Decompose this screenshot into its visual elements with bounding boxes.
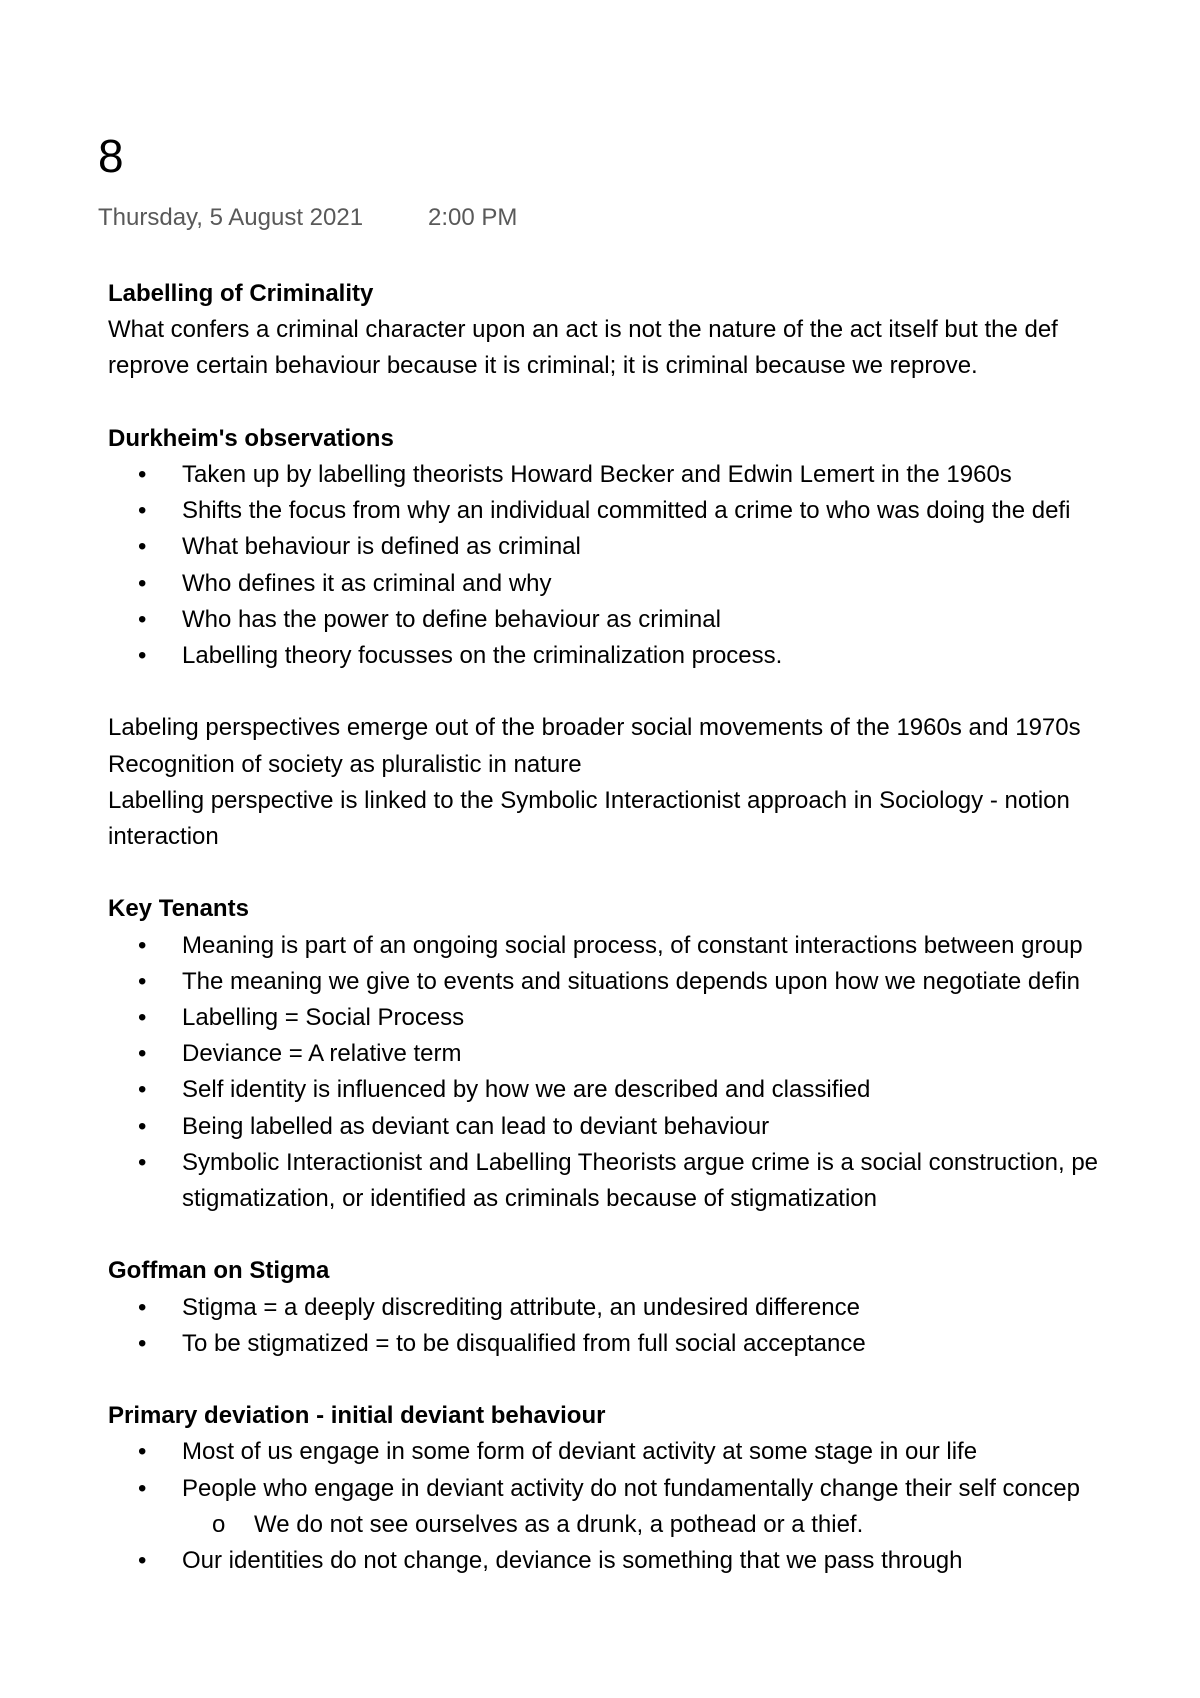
sub-list-item: o We do not see ourselves as a drunk, a pothead or a thief.: [182, 1507, 1200, 1543]
paragraph-line: Labelling perspective is linked to the Symbolic Interactionist approach in Sociology - notion: [108, 786, 1070, 814]
list-item: • Being labelled as deviant can lead to deviant behaviour: [108, 1109, 1200, 1145]
note-date: Thursday, 5 August 2021: [98, 204, 364, 231]
list-item: • To be stigmatized = to be disqualified from full social acceptance: [108, 1326, 1200, 1362]
note-meta: [98, 204, 518, 232]
list-item: • Labelling theory focusses on the criminalization process.: [108, 638, 1200, 674]
heading-key-tenants: Key Tenants: [108, 895, 249, 923]
durkheim-list: [108, 457, 1200, 674]
list-item-continuation: stigmatization, or identified as criminals because of stigmatization: [182, 1185, 877, 1213]
sub-list: [182, 1507, 1200, 1543]
heading-primary-deviation: Primary deviation - initial deviant behaviour: [108, 1402, 606, 1430]
list-item: [108, 1145, 1200, 1217]
list-item: • Who has the power to define behaviour as criminal: [108, 602, 1200, 638]
list-item-text: People who engage in deviant activity do not fundamentally change their self concep: [182, 1474, 1080, 1502]
paragraph-line: What confers a criminal character upon an act is not the nature of the act itself but the def: [108, 316, 1058, 344]
note-body: [108, 276, 1200, 1579]
heading-labelling: Labelling of Criminality: [108, 280, 374, 307]
paragraph-line: Labeling perspectives emerge out of the broader social movements of the 1960s and 1970s: [108, 714, 1081, 742]
list-item: [108, 1471, 1200, 1543]
list-item: • Shifts the focus from why an individual committed a crime to who was doing the defi: [108, 493, 1200, 529]
paragraph-line: interaction: [108, 823, 219, 851]
list-item: • Meaning is part of an ongoing social process, of constant interactions between group: [108, 928, 1200, 964]
heading-goffman: Goffman on Stigma: [108, 1257, 330, 1285]
page-title: 8: [98, 130, 124, 182]
list-item: • Self identity is influenced by how we are described and classified: [108, 1072, 1200, 1108]
list-item: • The meaning we give to events and situations depends upon how we negotiate defin: [108, 964, 1200, 1000]
list-item: • Most of us engage in some form of deviant activity at some stage in our life: [108, 1434, 1200, 1470]
note-time: 2:00 PM: [428, 204, 518, 231]
list-item: • Labelling = Social Process: [108, 1000, 1200, 1036]
list-item: • Deviance = A relative term: [108, 1036, 1200, 1072]
paragraph-line: Recognition of society as pluralistic in nature: [108, 750, 582, 778]
goffman-list: [108, 1290, 1200, 1362]
heading-durkheim: Durkheim's observations: [108, 424, 394, 452]
list-item: • What behaviour is defined as criminal: [108, 529, 1200, 565]
key-tenants-list: [108, 928, 1200, 1218]
paragraph-line: reprove certain behaviour because it is criminal; it is criminal because we reprove.: [108, 352, 978, 380]
list-item: • Who defines it as criminal and why: [108, 566, 1200, 602]
primary-deviation-list: [108, 1434, 1200, 1579]
list-item-text: Symbolic Interactionist and Labelling Theorists argue crime is a social construction, pe: [182, 1148, 1099, 1176]
list-item: • Stigma = a deeply discrediting attribute, an undesired difference: [108, 1290, 1200, 1326]
list-item: • Taken up by labelling theorists Howard Becker and Edwin Lemert in the 1960s: [108, 457, 1200, 493]
list-item: • Our identities do not change, deviance is something that we pass through: [108, 1543, 1200, 1579]
